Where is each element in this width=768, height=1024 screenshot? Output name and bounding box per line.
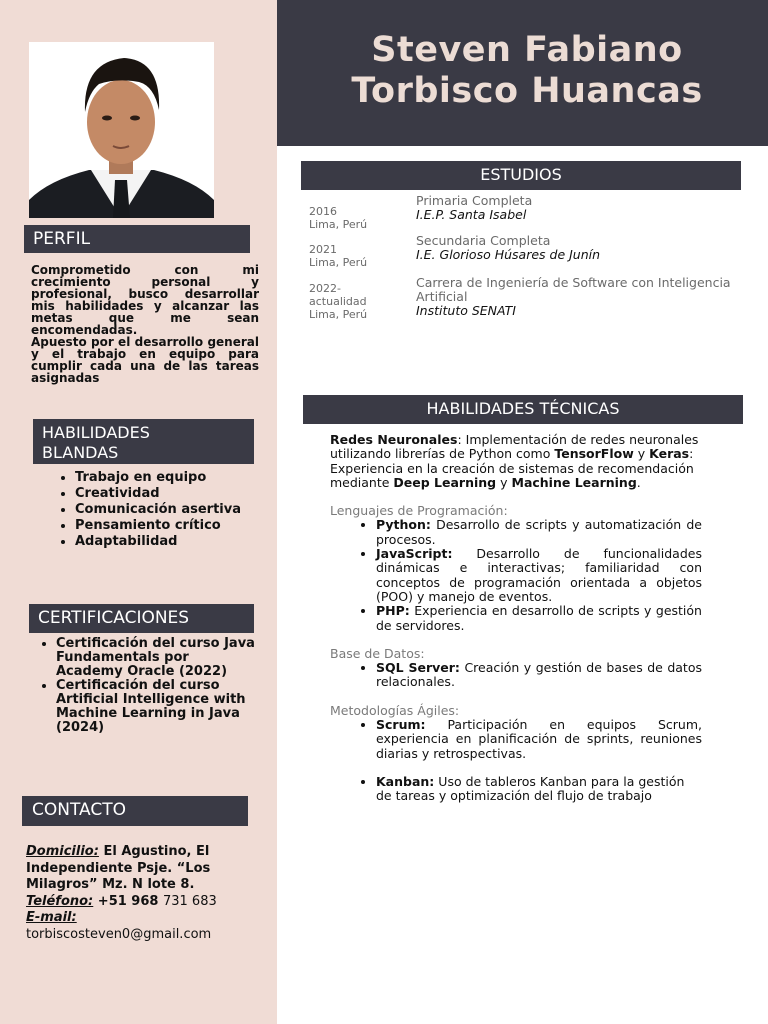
study-year: [309, 282, 367, 321]
phone-label: Teléfono:: [26, 893, 94, 909]
certifications-heading: [29, 604, 254, 633]
study-institution: Instituto SENATI: [416, 303, 516, 318]
study-year-value: 2021: [309, 243, 337, 256]
soft-skills-title: HABILIDADES BLANDAS: [42, 423, 150, 462]
skill-name: Scrum:: [376, 717, 426, 733]
name-line-2: Torbisco Huancas: [351, 71, 703, 111]
certifications-title: CERTIFICACIONES: [38, 608, 190, 628]
skill-name: SQL Server:: [376, 660, 460, 676]
agile-list: [330, 718, 702, 803]
tech-skills-body: [330, 433, 702, 804]
email-label: E-mail:: [26, 910, 77, 925]
intro-bold: Deep Learning: [393, 474, 497, 490]
skill-name: Kanban:: [376, 773, 435, 789]
study-degree: Secundaria Completa: [416, 233, 551, 248]
skill-desc: Uso de tableros Kanban para la gestión de tareas y optimización del flujo de trabajo: [376, 773, 685, 804]
soft-skills-heading: [33, 419, 254, 464]
email-value[interactable]: torbiscosteven0@gmail.com: [26, 926, 212, 942]
skill-desc: Desarrollo de funcionalidades dinámicas e interactivas; familiaridad con conceptos de programación orientada a objetos (POO) y manejo de eventos.: [376, 546, 702, 604]
list-item: • Certificación del curso Artificial Intelligence with Machine Learning in Java (2024): [56, 679, 255, 735]
intro-bold: Keras: [649, 446, 690, 462]
contact-block: [26, 844, 256, 943]
intro-bold: Machine Learning: [511, 474, 637, 490]
languages-label: Lenguajes de Programación:: [330, 503, 508, 519]
phone-value-rest: 731 683: [162, 893, 217, 909]
intro-bold: Redes Neuronales: [330, 432, 458, 447]
perfil-text: [31, 264, 259, 384]
study-place: Lima, Perú: [309, 218, 368, 231]
database-list: [330, 661, 702, 690]
perfil-paragraph-1: Comprometido con mi crecimiento personal y profesional, busco desarrollar mis habilidades y alcanzar las metas que me sean encomendadas.: [31, 263, 259, 337]
list-item: [376, 518, 702, 547]
intro-text: : Implementación de redes neuronales utilizando librerías de Python como: [330, 432, 699, 462]
list-item: [376, 775, 702, 804]
study-place: Lima, Perú: [309, 256, 368, 269]
study-year-value: 2016: [309, 205, 337, 218]
contact-title: CONTACTO: [32, 800, 126, 820]
study-year-value: 2022-: [309, 282, 341, 295]
list-item: [376, 718, 702, 761]
skill-desc: Desarrollo de scripts y automatización de procesos.: [376, 517, 702, 547]
list-item: [376, 604, 702, 633]
list-item: [376, 547, 702, 604]
list-item: • Pensamiento crítico: [75, 518, 241, 534]
full-name: [277, 30, 768, 112]
study-year-value-2: actualidad: [309, 295, 367, 308]
study-institution: I.E. Glorioso Húsares de Junín: [416, 247, 601, 262]
study-place: Lima, Perú: [309, 308, 368, 321]
study-institution: I.E.P. Santa Isabel: [416, 207, 527, 222]
soft-skills-list: [53, 470, 241, 550]
perfil-title: PERFIL: [33, 229, 91, 249]
perfil-paragraph-2: Apuesto por el desarrollo general y el trabajo en equipo para cumplir cada una de las tareas asignadas: [31, 335, 259, 385]
intro-text: y: [633, 446, 650, 462]
tech-skills-title: HABILIDADES TÉCNICAS: [426, 399, 620, 418]
skill-name: JavaScript:: [376, 546, 453, 562]
tech-intro: [330, 433, 702, 490]
skill-name: PHP:: [376, 603, 410, 619]
study-year: [309, 205, 367, 231]
list-item: • Certificación del curso Java Fundamentals por Academy Oracle (2022): [56, 637, 255, 679]
skill-desc: Creación y gestión de bases de datos relacionales.: [376, 660, 702, 690]
tech-skills-heading: [303, 395, 743, 424]
skill-desc: Participación en equipos Scrum, experiencia en planificación de sprints, reuniones diarias y retrospectivas.: [376, 717, 702, 761]
list-item: • Comunicación asertiva: [75, 502, 241, 518]
address-value: El Agustino, El Independiente Psje. “Los Milagros” Mz. N lote 8.: [26, 844, 211, 892]
studies-title: ESTUDIOS: [480, 165, 562, 184]
contact-heading: [22, 796, 248, 826]
skill-desc: Experiencia en desarrollo de scripts y gestión de servidores.: [376, 603, 702, 633]
database-label: Base de Datos:: [330, 645, 425, 661]
list-item: • Trabajo en equipo: [75, 470, 241, 486]
address-label: Domicilio:: [26, 844, 99, 859]
intro-bold: TensorFlow: [554, 446, 634, 462]
list-item: [376, 661, 702, 690]
intro-text: .: [636, 474, 641, 490]
skill-name: Python:: [376, 517, 431, 533]
perfil-heading: [24, 225, 250, 253]
name-line-1: Steven Fabiano: [371, 30, 683, 70]
study-degree: Primaria Completa: [416, 193, 533, 208]
list-item: • Adaptabilidad: [75, 534, 241, 550]
phone-value-bold: +51 968: [97, 893, 159, 909]
intro-text: y: [496, 474, 512, 490]
study-degree: Carrera de Ingeniería de Software con Inteligencia Artificial: [416, 275, 731, 304]
intro-text: : Experiencia en la creación de sistemas de recomendación mediante: [330, 446, 694, 490]
certifications-list: [30, 637, 255, 735]
studies-heading: [301, 161, 741, 190]
study-year: [309, 243, 367, 269]
profile-photo: [29, 42, 214, 218]
agile-label: Metodologías Ágiles:: [330, 702, 460, 718]
languages-list: [330, 518, 702, 632]
list-item: • Creatividad: [75, 486, 241, 502]
